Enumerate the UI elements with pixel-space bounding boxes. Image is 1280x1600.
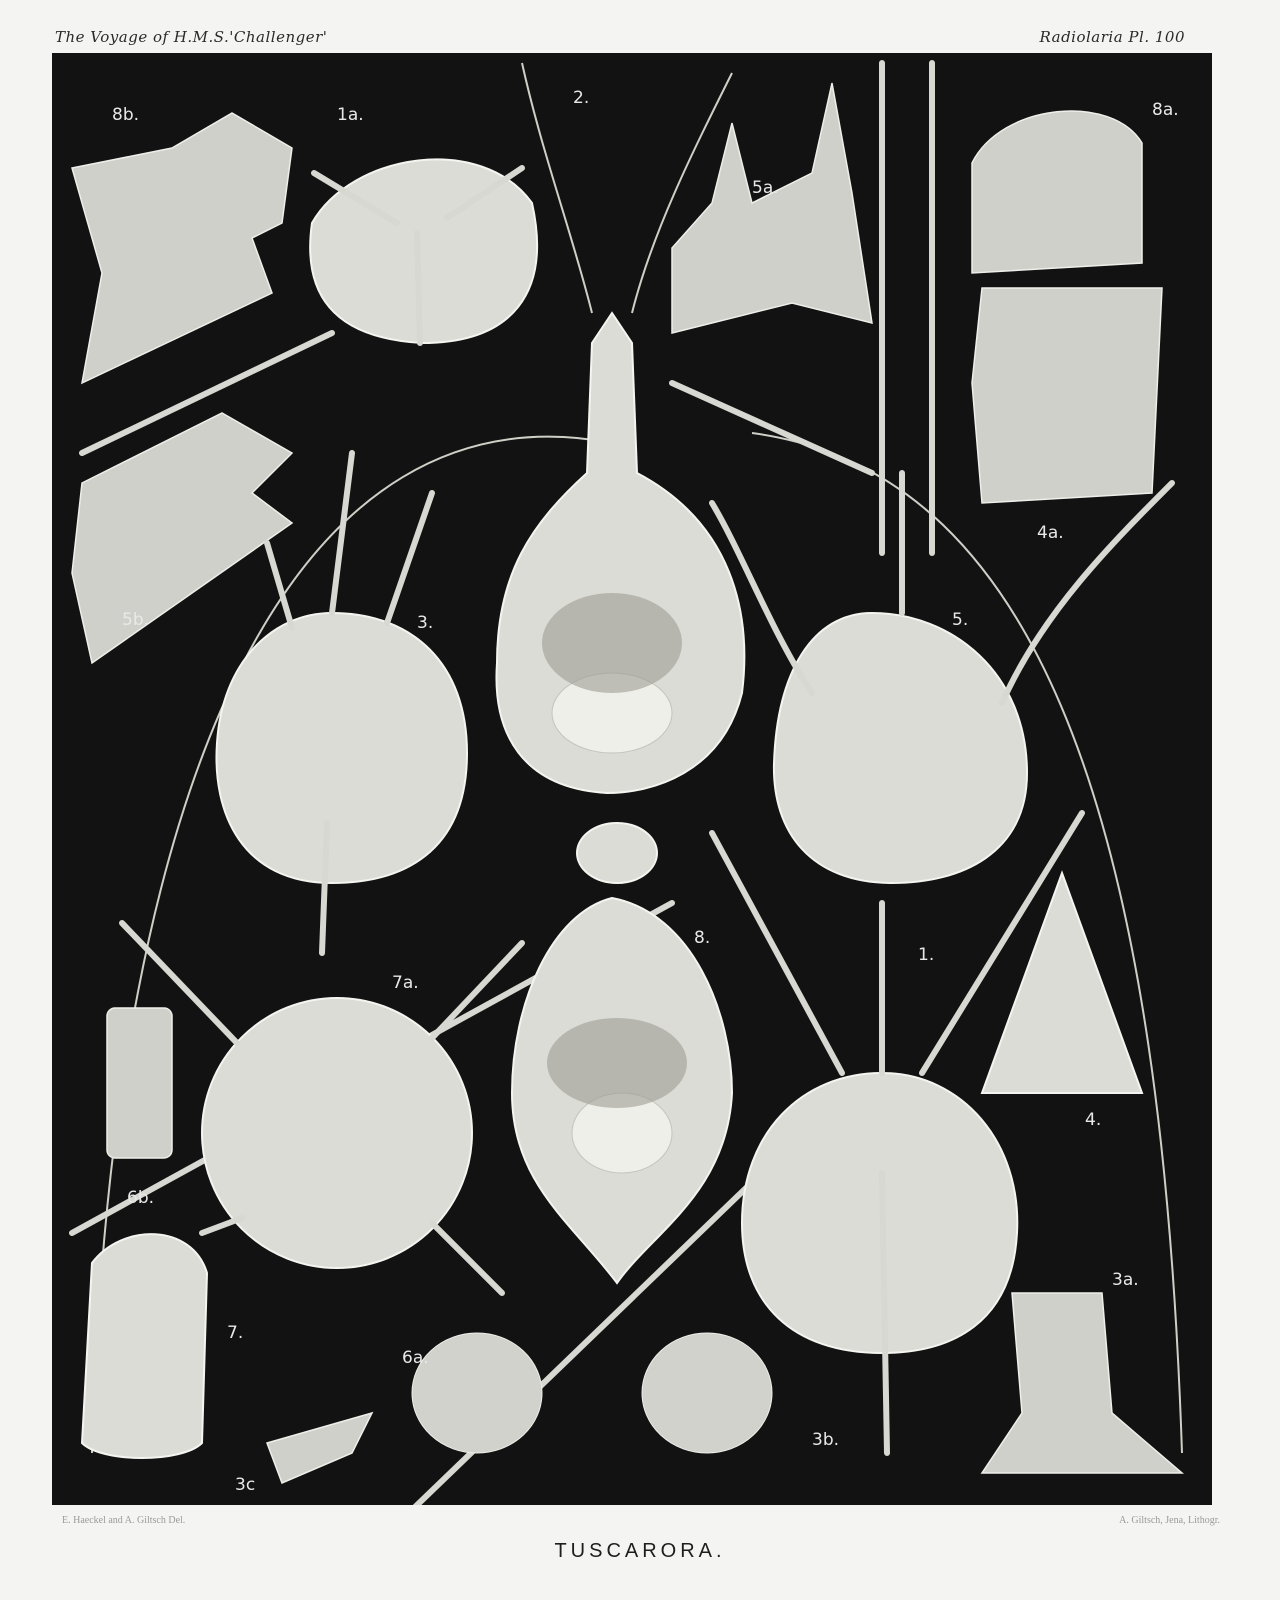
shell-5	[774, 613, 1027, 883]
figure-label: 8b.	[112, 105, 140, 125]
figure-label: 8a.	[1152, 100, 1179, 120]
figure-label: 3.	[417, 613, 434, 633]
figure-label: 3b.	[812, 1430, 840, 1450]
figure-label: 6a.	[402, 1348, 429, 1368]
plate-title: TUSCARORA.	[554, 1540, 726, 1562]
figure-label: 3c	[235, 1475, 256, 1495]
plate-number: Radiolaria Pl. 100	[1039, 28, 1185, 46]
fragment-3c	[267, 1413, 372, 1483]
figure-label: 6b.	[127, 1188, 155, 1208]
shell-4	[982, 873, 1142, 1093]
disc-6a	[412, 1333, 542, 1453]
figure-label: 2.	[573, 88, 590, 108]
figure-label: 7a.	[392, 973, 419, 993]
figure-label: 1.	[918, 945, 935, 965]
figure-label: 3a.	[1112, 1270, 1139, 1290]
shell-3	[216, 613, 467, 883]
shell-1	[742, 1073, 1017, 1353]
disc-3b	[642, 1333, 772, 1453]
lithographer-credit: A. Giltsch, Jena, Lithogr.	[1119, 1515, 1220, 1526]
fragment-5b	[72, 413, 292, 663]
artist-credit: E. Haeckel and A. Giltsch Del.	[62, 1515, 186, 1526]
shell-7	[82, 1234, 207, 1458]
diagonal-spine	[672, 383, 872, 473]
illustration-plate	[52, 53, 1212, 1505]
spine-1a	[417, 233, 420, 343]
peristome-8	[577, 823, 657, 883]
spine-5	[1002, 483, 1172, 703]
fragment-6b	[107, 1008, 172, 1158]
fragment-3a	[982, 1293, 1182, 1473]
figure-label: 5b.	[122, 610, 150, 630]
figure-label: 5.	[952, 610, 969, 630]
spine-7a	[432, 1223, 502, 1293]
spine-7a	[202, 1218, 242, 1233]
figure-label: 5a.	[752, 178, 779, 198]
spine-3	[332, 453, 352, 613]
shell-1a	[310, 159, 537, 343]
fragment-8b	[72, 113, 292, 383]
figure-label: 4a.	[1037, 523, 1064, 543]
fragment-4a	[972, 288, 1162, 503]
protoplasm-2	[542, 593, 682, 693]
spine-1	[712, 833, 842, 1073]
figure-label: 1a.	[337, 105, 364, 125]
figure-label: 8.	[694, 928, 711, 948]
protoplasm-8	[547, 1018, 687, 1108]
fragment-5a	[672, 83, 872, 333]
fragment-8a	[972, 111, 1142, 273]
figure-label: 7.	[227, 1323, 244, 1343]
figure-label: 4.	[1085, 1110, 1102, 1130]
journal-title: The Voyage of H.M.S.'Challenger'	[55, 28, 328, 46]
spine-3	[387, 493, 432, 623]
radiolaria-drawing	[52, 53, 1212, 1505]
